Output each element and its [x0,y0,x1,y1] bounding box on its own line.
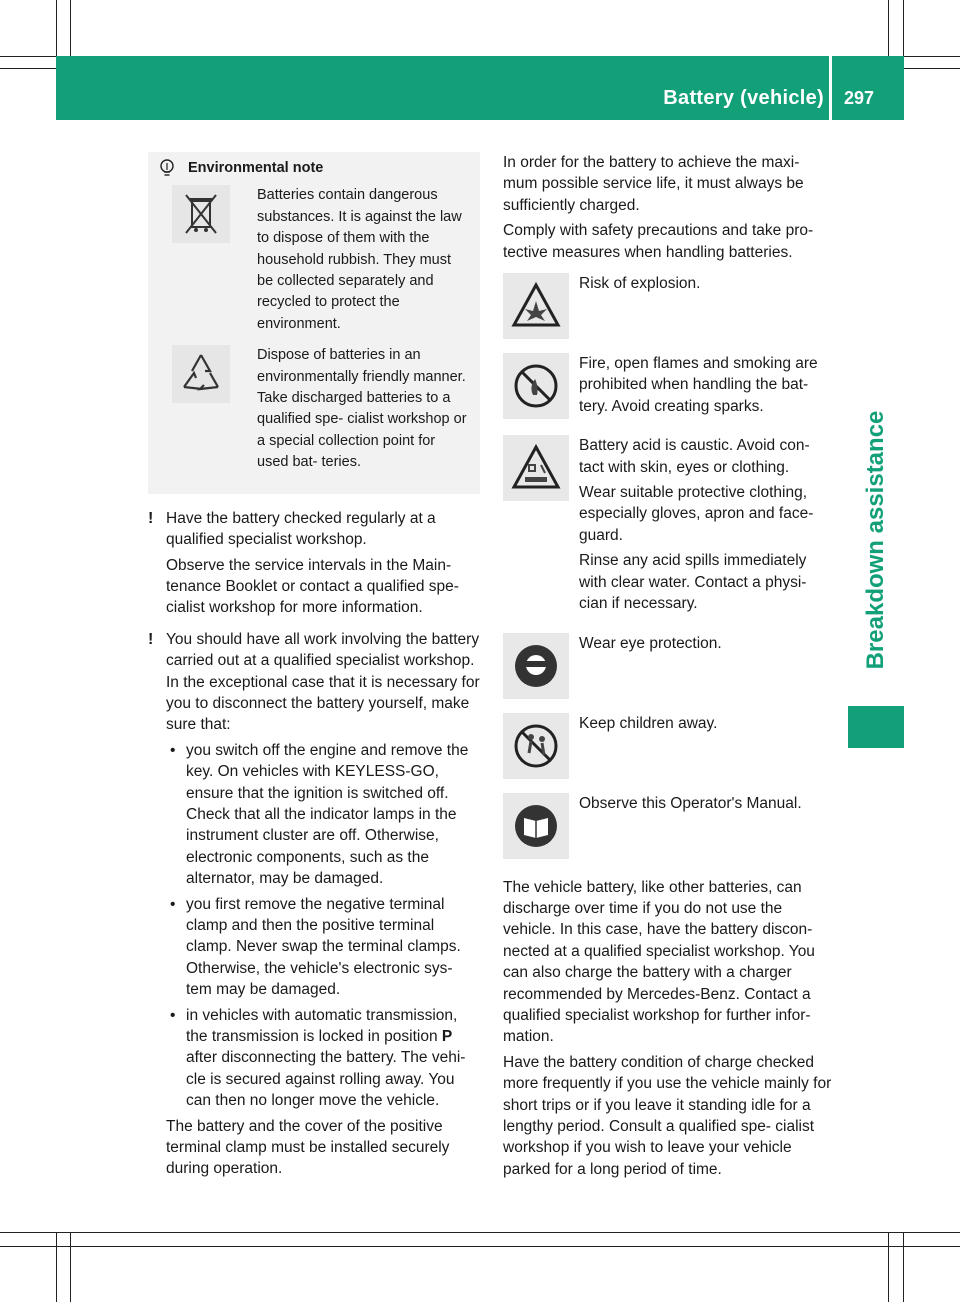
crop-mark [56,1232,57,1302]
body-paragraph: Have the battery condition of charge checked more frequently if you use the vehicle mainly for short trips or if you leave it standing idle for a lengthy period. Consult a qualified spe- cialist workshop if you wish to leave your vehicle parked for a long period of time. [503,1053,832,1178]
symbol-row [503,273,835,339]
list-item-text: you switch off the engine and remove the key. On vehicles with KEYLESS-GO, ensure that the ignition is switched off. Check that all the indicator lamps in the instrument cluster are off. Otherwise, electronic components, such as the alternator, may be damaged. [186,741,469,888]
body-paragraph: Comply with safety precautions and take pro- tective measures when handling batteries. [503,222,814,261]
list-item-text: you first remove the negative terminal clamp and then the positive terminal clamp. Never swap the terminal clamps. Otherwise, the vehicle's electronic sys- tem may be damaged. [186,895,461,999]
explosion-warning-icon [503,273,569,339]
symbol-description [579,793,802,859]
symbol-description [579,353,835,421]
symbol-description [579,435,835,618]
corrosive-warning-icon [503,435,569,501]
warning-text: The battery and the cover of the positive terminal clamp must be installed securely during operation. [166,1117,450,1178]
symbol-row [503,435,835,618]
symbol-text: Wear eye protection. [579,634,722,652]
symbol-text: Risk of explosion. [579,275,701,293]
no-fire-smoking-icon [503,353,569,419]
symbol-text: Rinse any acid spills immediately with clear water. Contact a physi- cian if necessary. [579,552,807,613]
recycle-icon [172,345,230,403]
crop-mark [888,1232,889,1302]
symbol-row [503,353,835,421]
crop-mark [70,1232,71,1302]
symbol-text: Observe this Operator's Manual. [579,794,802,812]
header-separator [829,56,832,120]
page-number: 297 [844,88,875,108]
list-item-text: in vehicles with automatic transmission, the transmission is locked in position [186,1006,458,1046]
warning-block [148,629,480,1180]
environmental-note-text: Batteries contain dangerous substances. It is against the law to dispose of them with the household rubbish. They must be collected separately and recycled to protect the environment. [257,187,462,332]
environmental-note-item [158,185,470,335]
symbol-text: Keep children away. [579,714,718,732]
body-paragraph: The vehicle battery, like other batteries, can discharge over time if you do not use the vehicle. In this case, have the battery discon- nected at a qualified specialist workshop. You can also charge the battery with a charger recommended by Mercedes-Benz. Contact a qualified specialist workshop for further infor- mation. [503,878,815,1046]
eye-protection-icon [503,633,569,699]
environmental-note-text: Dispose of batteries in an environmentally friendly manner. Take discharged batteries to a qualified spe- cialist workshop or a special collection point for used bat- teries. [257,347,467,471]
bullet-icon: • [170,741,176,759]
environmental-note [148,152,480,494]
left-column [148,152,480,1190]
symbol-row [503,633,835,699]
symbol-description [579,713,717,779]
symbol-text: Fire, open flames and smoking are prohibited when handling the bat- tery. Avoid creating sparks. [579,355,818,415]
environmental-note-heading [158,158,470,179]
right-column [503,152,835,1184]
crop-mark [0,1232,960,1233]
section-marker [848,706,904,748]
page-title: Battery (vehicle) [663,87,824,109]
warning-text: You should have all work involving the battery carried out at a qualified specialist workshop. In the exceptional case that it is necessary for you to disconnect the battery yourself, make sure that: [166,630,480,734]
warning-text: Have the battery checked regularly at a qualified specialist workshop. [166,509,436,549]
list-item [166,740,480,890]
keep-children-away-icon [503,713,569,779]
symbol-description [579,633,722,699]
gear-position-p: P [441,1028,453,1046]
lightbulb-icon [158,159,176,179]
warning-icon: ! [148,509,154,527]
symbol-text: Wear suitable protective clothing, especially gloves, apron and face- guard. [579,484,814,544]
warning-text: Observe the service intervals in the Main- tenance Booklet or contact a qualified spe- cialist workshop for more information. [166,556,459,617]
list-item [166,894,480,1001]
body-paragraph: In order for the battery to achieve the maxi- mum possible service life, it must always be sufficiently charged. [503,154,804,214]
list-item [166,1005,480,1112]
symbol-row [503,713,835,779]
list-item-text: after disconnecting the battery. The vehi- cle is secured against rolling away. You can then no longer move the vehicle. [186,1049,466,1110]
warning-icon: ! [148,630,154,648]
crossed-out-bin-icon [172,185,230,243]
symbol-description [579,273,700,339]
bullet-icon: • [170,1006,176,1024]
warning-block [148,508,480,619]
bullet-icon: • [170,895,176,913]
crop-mark [903,1232,904,1302]
symbol-text: Battery acid is caustic. Avoid con- tact with skin, eyes or clothing. [579,437,810,476]
crop-mark [0,1246,960,1247]
environmental-note-item [158,345,470,473]
read-manual-icon [503,793,569,859]
symbol-row [503,793,835,859]
environmental-note-title: Environmental note [188,160,324,176]
section-tab-label: Breakdown assistance [862,410,889,670]
